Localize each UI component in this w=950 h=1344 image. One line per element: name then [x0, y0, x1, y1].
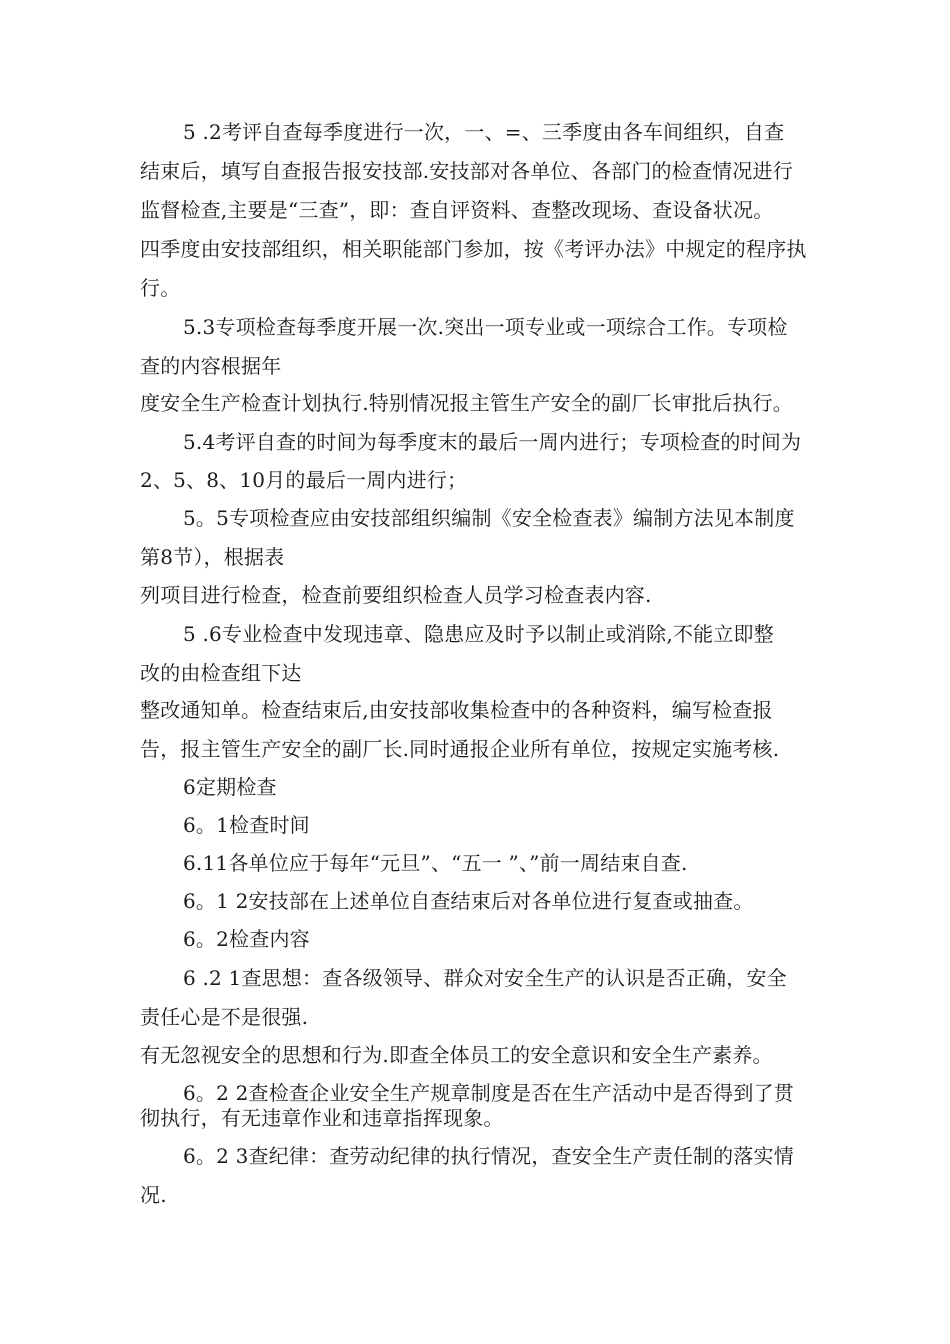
- text-line: 6。2 2查检查企业安全生产规章制度是否在生产活动中是否得到了贯: [183, 1081, 794, 1105]
- subsection-heading: 6。2检查内容: [183, 927, 310, 951]
- text-line: 彻执行，有无违章作业和违章指挥现象。: [140, 1106, 504, 1130]
- text-line: 6。2 3查纪律：查劳动纪律的执行情况，查安全生产责任制的落实情: [183, 1144, 794, 1168]
- text-line: 告，报主管生产安全的副厂长.同时通报企业所有单位，按规定实施考核.: [140, 737, 780, 761]
- text-line: 第8节），根据表: [140, 545, 285, 569]
- text-line: 2、5、8、10月的最后一周内进行；: [140, 468, 468, 492]
- text-line: 6。1 2安技部在上述单位自查结束后对各单位进行复查或抽查。: [183, 889, 754, 913]
- section-heading: 6定期检查: [183, 775, 277, 799]
- text-line: 责任心是不是很强.: [140, 1005, 309, 1029]
- text-line: 5 .6专业检查中发现违章、隐患应及时予以制止或消除,不能立即整: [183, 622, 774, 646]
- text-line: 5.3专项检查每季度开展一次.突出一项专业或一项综合工作。专项检: [183, 315, 788, 339]
- text-line: 6.11各单位应于每年“元旦”、“五一 ”、”前一周结束自查.: [183, 851, 688, 875]
- text-line: 改的由检查组下达: [140, 661, 302, 685]
- text-line: 5.4考评自查的时间为每季度末的最后一周内进行；专项检查的时间为: [183, 430, 802, 454]
- text-line: 有无忽视安全的思想和行为.即查全体员工的安全意识和安全生产素养。: [140, 1043, 773, 1067]
- text-line: 5 .2考评自查每季度进行一次，一、=、三季度由各车间组织，自查: [183, 120, 785, 144]
- text-line: 结束后，填写自查报告报安技部.安技部对各单位、各部门的检查情况进行: [140, 159, 793, 183]
- text-line: 况.: [140, 1183, 167, 1207]
- text-line: 6 .2 1查思想：查各级领导、群众对安全生产的认识是否正确，安全: [183, 966, 787, 990]
- text-line: 监督检查,主要是“三查”，即：查自评资料、查整改现场、查设备状况。: [140, 198, 774, 222]
- text-line: 四季度由安技部组织，相关职能部门参加，按《考评办法》中规定的程序执: [140, 237, 807, 261]
- text-line: 整改通知单。检查结束后,由安技部收集检查中的各种资料，编写检查报: [140, 698, 773, 722]
- text-line: 行。: [140, 276, 181, 300]
- text-line: 5。5专项检查应由安技部组织编制《安全检查表》编制方法见本制度: [183, 506, 795, 530]
- subsection-heading: 6。1检查时间: [183, 813, 310, 837]
- text-line: 列项目进行检查，检查前要组织检查人员学习检查表内容.: [140, 583, 652, 607]
- text-line: 查的内容根据年: [140, 354, 282, 378]
- text-line: 度安全生产检查计划执行.特别情况报主管生产安全的副厂长审批后执行。: [140, 391, 793, 415]
